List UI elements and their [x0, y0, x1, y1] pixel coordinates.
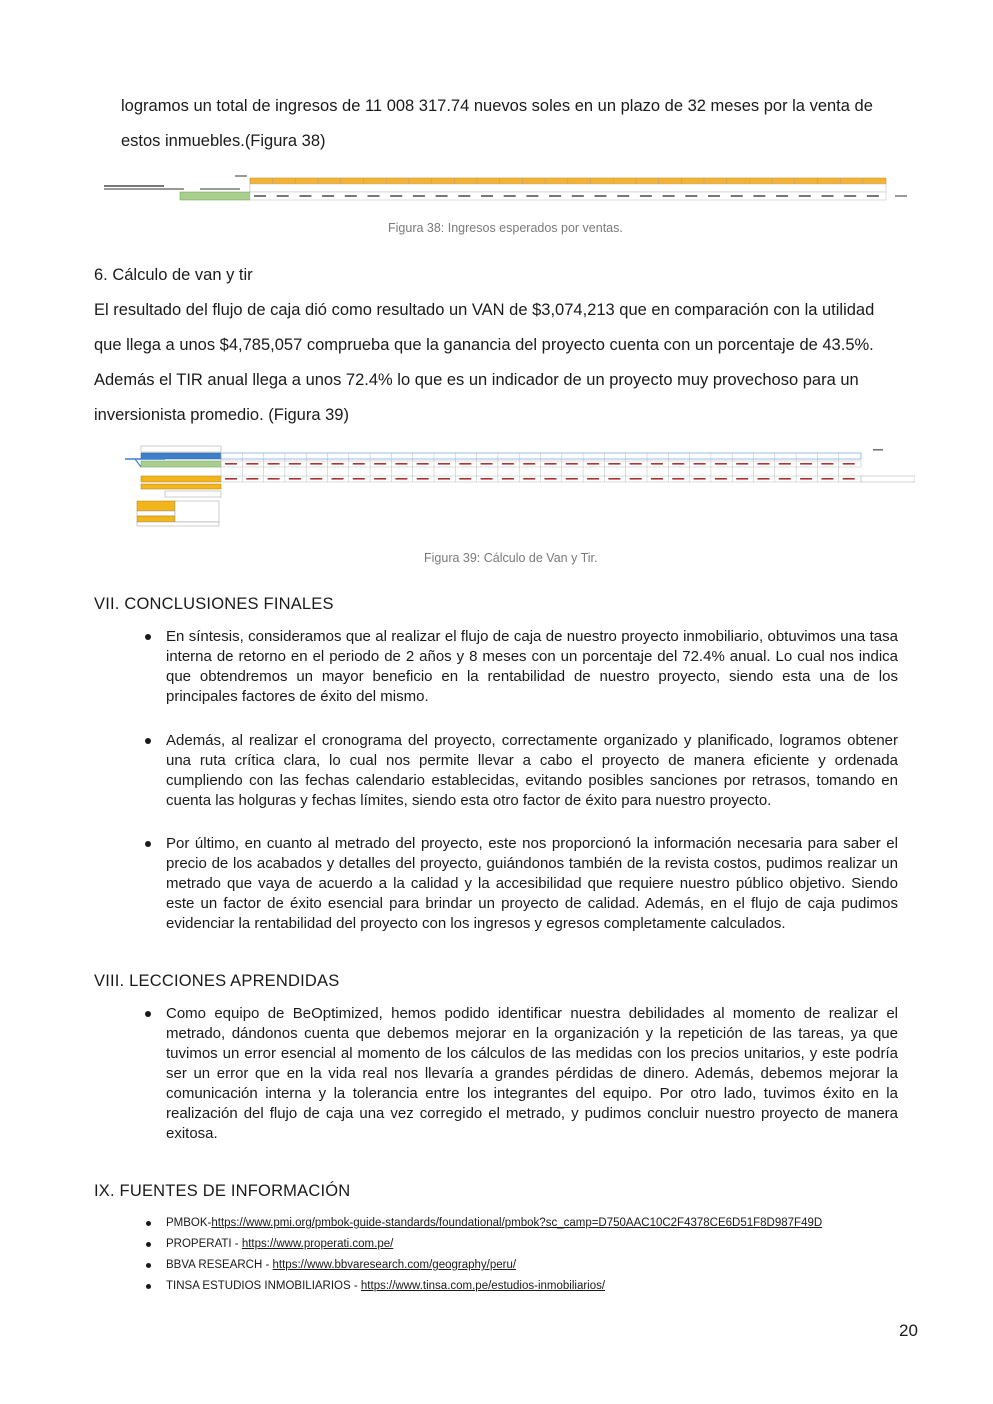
sheet-value-mark	[268, 463, 280, 465]
intro-line-2: estos inmuebles.(Figura 38)	[121, 132, 326, 150]
sheet-value-mark	[459, 478, 471, 480]
sheet-value-mark	[481, 463, 493, 465]
sheet-header-row	[221, 453, 861, 459]
sheet-value-mark	[368, 195, 380, 197]
source-link-tinsa[interactable]: https://www.tinsa.com.pe/estudios-inmobiliarios/	[360, 1280, 606, 1292]
sheet-value-mark	[867, 195, 879, 197]
sheet-value-mark	[268, 478, 280, 480]
sheet-value-mark	[289, 478, 301, 480]
sheet-text-mark	[104, 188, 184, 190]
sheet-value-mark	[299, 195, 311, 197]
sheet-value-mark	[800, 463, 812, 465]
sheet-value-mark	[481, 478, 493, 480]
sheet-value-mark	[345, 195, 357, 197]
sheet-value-mark	[458, 195, 470, 197]
sheet-label-cell	[141, 484, 221, 489]
sheet-value-mark	[758, 463, 770, 465]
source-item-bbva	[166, 1258, 516, 1272]
sheet-value-mark	[277, 195, 289, 197]
sheet-value-mark	[566, 463, 578, 465]
sheet-value-mark	[617, 195, 629, 197]
sheet-value-mark	[685, 195, 697, 197]
figure-39-image	[125, 443, 915, 529]
sheet-value-mark	[310, 478, 322, 480]
sheet-text-mark	[200, 188, 240, 190]
conclusion-bullet-3: Por último, en cuanto al metrado del proyecto, este nos proporcionó la información necesaria para saber el precio de los acabados y detalles del proyecto, guiándonos también de la revista costos, pudimos realizar un metrado que vaya de acuerdo a la calidad y la accesibilidad que requiere nuestro público objetivo. Siendo este un factor de éxito esencial para brindar un proyecto de calidad. Además, en el flujo de caja pudimos evidenciar la rentabilidad del proyecto con los ingresos y egresos completamente calculados.	[166, 835, 898, 932]
source-link-bbva[interactable]: https://www.bbvaresearch.com/geography/peru/	[272, 1259, 517, 1271]
bullet-icon	[146, 1284, 151, 1289]
sheet-label-cell	[137, 511, 175, 516]
sheet-value-mark	[843, 478, 855, 480]
sheet-value-mark	[459, 463, 471, 465]
sheet-value-mark	[310, 463, 322, 465]
sheet-value-mark	[672, 478, 684, 480]
sheet-value-mark	[246, 463, 258, 465]
sheet-value-mark	[438, 463, 450, 465]
sheet-value-mark	[630, 478, 642, 480]
sheet-value-mark	[502, 478, 514, 480]
sheet-value-mark	[663, 195, 675, 197]
sheet-header-row	[250, 178, 886, 184]
sheet-value-mark	[821, 478, 833, 480]
sheet-text-mark	[895, 195, 907, 197]
sheet-value-mark	[246, 478, 258, 480]
lessons-title: VIII. LECCIONES APRENDIDAS	[94, 972, 340, 990]
sheet-value-mark	[504, 195, 516, 197]
sheet-connector-line	[135, 459, 141, 467]
sheet-value-mark	[753, 195, 765, 197]
sheet-value-mark	[545, 463, 557, 465]
sheet-value-mark	[731, 195, 743, 197]
sheet-text-mark	[873, 449, 883, 451]
bullet-icon	[146, 1242, 151, 1247]
sheet-text-mark	[104, 185, 164, 187]
bullet-icon	[145, 1011, 151, 1017]
source-link-properati[interactable]: https://www.properati.com.pe/	[241, 1238, 394, 1250]
sheet-value-mark	[353, 463, 365, 465]
sheet-value-mark	[651, 478, 663, 480]
sheet-value-mark	[587, 463, 599, 465]
source-item-pmbok	[166, 1216, 822, 1230]
bullet-icon	[145, 634, 151, 640]
sheet-label-cell	[141, 461, 221, 467]
sheet-value-mark	[225, 463, 237, 465]
conclusions-title: VII. CONCLUSIONES FINALES	[94, 595, 334, 613]
page-number: 20	[899, 1321, 918, 1340]
sheet-value-mark	[821, 463, 833, 465]
sheet-label-cell	[137, 516, 175, 522]
figure-38-caption: Figura 38: Ingresos esperados por ventas.	[388, 221, 623, 235]
source-item-properati	[166, 1237, 393, 1251]
sources-title: IX. FUENTES DE INFORMACIÓN	[94, 1182, 351, 1200]
sheet-data-row	[175, 501, 219, 522]
conclusion-bullet-2: Además, al realizar el cronograma del proyecto, correctamente organizado y planificado, logramos obtener una ruta crítica clara, lo cual nos permite llevar a cabo el proyecto de manera eficiente y ordenada cumpliendo con las fechas calendario establecidas, evitando posibles sanciones por retrasos, tomando en cuenta las holguras y fechas límites, siendo esta otro factor de éxito para nuestro proyecto.	[166, 732, 898, 809]
sheet-data-row	[861, 476, 915, 482]
lessons-bullet-1: Como equipo de BeOptimized, hemos podido identificar nuestra debilidades al momento de realizar el metrado, dándonos cuenta que debemos mejorar en la organización y la repetición de las tareas, ya que tuvimos un error esencial al momento de los cálculos de las medidas con los precios unitarios, y este podría ser un error que en la vida real nos llevaría a grandes pérdidas de dinero. Además, debemos mejorar la comunicación interna y la tolerancia entre los integrantes del equipo. Por otro lado, tuvimos éxito en la realización del flujo de caja una vez corregido el metrado, y pudimos concluir nuestro proyecto de manera exitosa.	[166, 1005, 898, 1142]
sheet-value-mark	[332, 478, 344, 480]
bullet-icon	[146, 1221, 151, 1226]
sheet-value-mark	[694, 478, 706, 480]
source-link-pmbok[interactable]: https://www.pmi.org/pmbok-guide-standards/foundational/pmbok?sc_camp=D750AAC10C2F4378CE6D51F8D987F49D	[211, 1217, 823, 1229]
sheet-value-mark	[526, 195, 538, 197]
bullet-icon	[145, 738, 151, 744]
sheet-value-mark	[438, 478, 450, 480]
sheet-value-mark	[572, 195, 584, 197]
sheet-value-mark	[779, 478, 791, 480]
sheet-value-mark	[694, 463, 706, 465]
intro-line-1: logramos un total de ingresos de 11 008 317.74 nuevos soles en un plazo de 32 meses por la venta de	[121, 97, 873, 115]
sheet-value-mark	[758, 478, 770, 480]
sheet-value-mark	[374, 478, 386, 480]
sheet-value-mark	[395, 478, 407, 480]
sheet-value-mark	[254, 195, 266, 197]
sheet-value-mark	[374, 463, 386, 465]
sheet-value-mark	[640, 195, 652, 197]
sheet-value-mark	[566, 478, 578, 480]
sheet-value-mark	[353, 478, 365, 480]
sheet-value-mark	[608, 478, 620, 480]
section-6-line-1: El resultado del flujo de caja dió como resultado un VAN de $3,074,213 que en comparación con la utilidad	[94, 301, 875, 319]
sheet-value-mark	[523, 463, 535, 465]
sheet-value-mark	[225, 478, 237, 480]
sheet-value-mark	[549, 195, 561, 197]
sheet-value-mark	[608, 463, 620, 465]
sheet-value-mark	[395, 463, 407, 465]
figure-38-image	[100, 170, 912, 204]
sheet-value-mark	[736, 463, 748, 465]
sheet-value-mark	[417, 463, 429, 465]
source-label: PROPERATI -	[166, 1238, 242, 1250]
sheet-value-mark	[715, 463, 727, 465]
sheet-value-mark	[708, 195, 720, 197]
sheet-value-mark	[776, 195, 788, 197]
source-label: BBVA RESEARCH -	[166, 1259, 273, 1271]
section-6-line-3: Además el TIR anual llega a unos 72.4% lo que es un indicador de un proyecto muy provechoso para un	[94, 371, 859, 389]
sheet-value-mark	[844, 195, 856, 197]
sheet-value-mark	[502, 463, 514, 465]
sheet-value-mark	[289, 463, 301, 465]
source-item-tinsa	[166, 1279, 605, 1293]
sheet-value-mark	[390, 195, 402, 197]
sheet-data-row	[250, 184, 886, 192]
sheet-label-cell	[180, 192, 250, 200]
sheet-value-mark	[587, 478, 599, 480]
sheet-value-mark	[413, 195, 425, 197]
sheet-data-row	[137, 522, 219, 526]
sheet-value-mark	[779, 463, 791, 465]
sheet-value-mark	[523, 478, 535, 480]
source-label: PMBOK-	[166, 1217, 212, 1229]
sheet-label-cell	[141, 453, 221, 459]
sheet-value-mark	[715, 478, 727, 480]
sheet-value-mark	[800, 478, 812, 480]
conclusion-bullet-1: En síntesis, consideramos que al realizar el flujo de caja de nuestro proyecto inmobiliario, obtuvimos una tasa interna de retorno en el periodo de 2 años y 8 meses con un porcentaje del 72.4% anual. Lo cual nos indica que obtendremos un mayor beneficio en la rentabilidad de nuestro proyecto, siendo esta una de los principales factores de éxito del mismo.	[166, 628, 898, 705]
bullet-icon	[145, 841, 151, 847]
sheet-value-mark	[545, 478, 557, 480]
source-label: TINSA ESTUDIOS INMOBILIARIOS -	[166, 1280, 361, 1292]
sheet-value-mark	[436, 195, 448, 197]
figure-39-caption: Figura 39: Cálculo de Van y Tir.	[424, 551, 598, 565]
sheet-value-mark	[417, 478, 429, 480]
sheet-text-mark	[235, 175, 247, 177]
sheet-label-cell	[165, 491, 221, 497]
sheet-label-cell	[141, 476, 221, 482]
sheet-value-mark	[630, 463, 642, 465]
sheet-value-mark	[322, 195, 334, 197]
section-6-title: 6. Cálculo de van y tir	[94, 266, 253, 284]
sheet-value-mark	[481, 195, 493, 197]
sheet-value-mark	[799, 195, 811, 197]
sheet-value-mark	[843, 463, 855, 465]
section-6-line-2: que llega a unos $4,785,057 comprueba que la ganancia del proyecto cuenta con un porcentaje de 43.5%.	[94, 336, 874, 354]
sheet-value-mark	[651, 463, 663, 465]
sheet-value-mark	[736, 478, 748, 480]
sheet-value-mark	[672, 463, 684, 465]
sheet-value-mark	[332, 463, 344, 465]
sheet-value-mark	[595, 195, 607, 197]
sheet-label-cell	[141, 446, 221, 452]
sheet-value-mark	[822, 195, 834, 197]
section-6-line-4: inversionista promedio. (Figura 39)	[94, 406, 349, 424]
bullet-icon	[146, 1263, 151, 1268]
sheet-label-cell	[137, 501, 175, 511]
